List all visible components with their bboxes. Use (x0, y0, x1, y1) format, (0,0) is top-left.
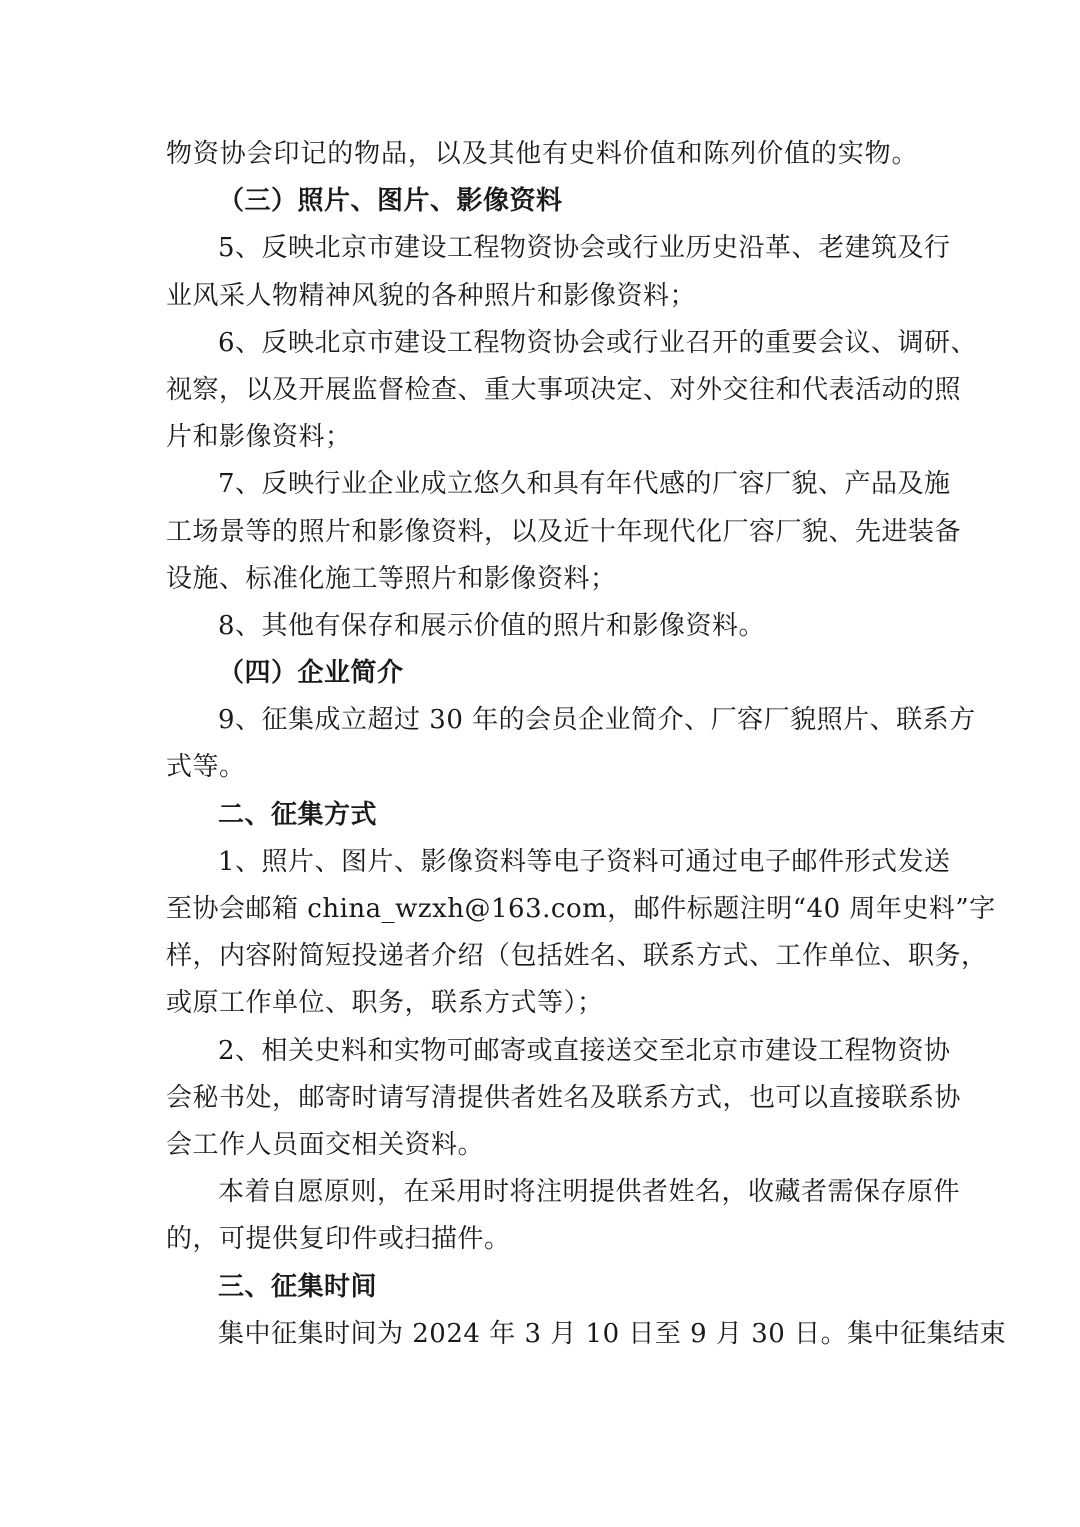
paragraph-line: 或原工作单位、职务，联系方式等）； (166, 988, 604, 1019)
paragraph-line: 视察，以及开展监督检查、重大事项决定、对外交往和代表活动的照 (166, 374, 962, 405)
paragraph-line: 集中征集时间为 2024 年 3 月 10 日至 9 月 30 日。集中征集结束 (218, 1318, 1007, 1349)
paragraph-line: 会工作人员面交相关资料。 (166, 1129, 485, 1160)
paragraph-line: 5、反映北京市建设工程物资协会或行业历史沿革、老建筑及行 (218, 233, 951, 264)
paragraph-line: 片和影像资料； (166, 422, 352, 453)
paragraph-line: 1、照片、图片、影像资料等电子资料可通过电子邮件形式发送 (218, 846, 951, 877)
paragraph-line: 2、相关史料和实物可邮寄或直接送交至北京市建设工程物资协 (218, 1035, 951, 1066)
section-heading-collection-time: 三、征集时间 (218, 1271, 378, 1302)
paragraph-line: 工场景等的照片和影像资料，以及近十年现代化厂容厂貌、先进装备 (166, 516, 962, 547)
paragraph-line: 的，可提供复印件或扫描件。 (166, 1224, 511, 1255)
section-heading-collection-method: 二、征集方式 (218, 799, 378, 830)
paragraph-line: 样，内容附简短投递者介绍（包括姓名、联系方式、工作单位、职务， (166, 941, 988, 972)
section-heading-photos: （三）照片、图片、影像资料 (218, 186, 563, 217)
paragraph-line: 8、其他有保存和展示价值的照片和影像资料。 (218, 610, 766, 641)
paragraph-line: 式等。 (166, 752, 246, 783)
paragraph-line: 本着自愿原则，在采用时将注明提供者姓名，收藏者需保存原件 (218, 1177, 961, 1208)
paragraph-line: 设施、标准化施工等照片和影像资料； (166, 563, 617, 594)
paragraph-line-email: 至协会邮箱 china_wzxh@163.com，邮件标题注明“40 周年史料”字 (166, 894, 996, 924)
paragraph-line: 物资协会印记的物品，以及其他有史料价值和陈列价值的实物。 (166, 139, 918, 169)
paragraph-line: 会秘书处，邮寄时请写清提供者姓名及联系方式，也可以直接联系协 (166, 1082, 962, 1113)
paragraph-line: 9、征集成立超过 30 年的会员企业简介、厂容厂貌照片、联系方 (218, 705, 976, 736)
section-heading-company-profile: （四）企业简介 (218, 658, 404, 689)
paragraph-line: 6、反映北京市建设工程物资协会或行业召开的重要会议、调研、 (218, 327, 978, 358)
document-body (166, 131, 1007, 1358)
paragraph-line: 业风采人物精神风貌的各种照片和影像资料； (166, 280, 697, 311)
paragraph-line: 7、反映行业企业成立悠久和具有年代感的厂容厂貌、产品及施 (218, 469, 951, 500)
